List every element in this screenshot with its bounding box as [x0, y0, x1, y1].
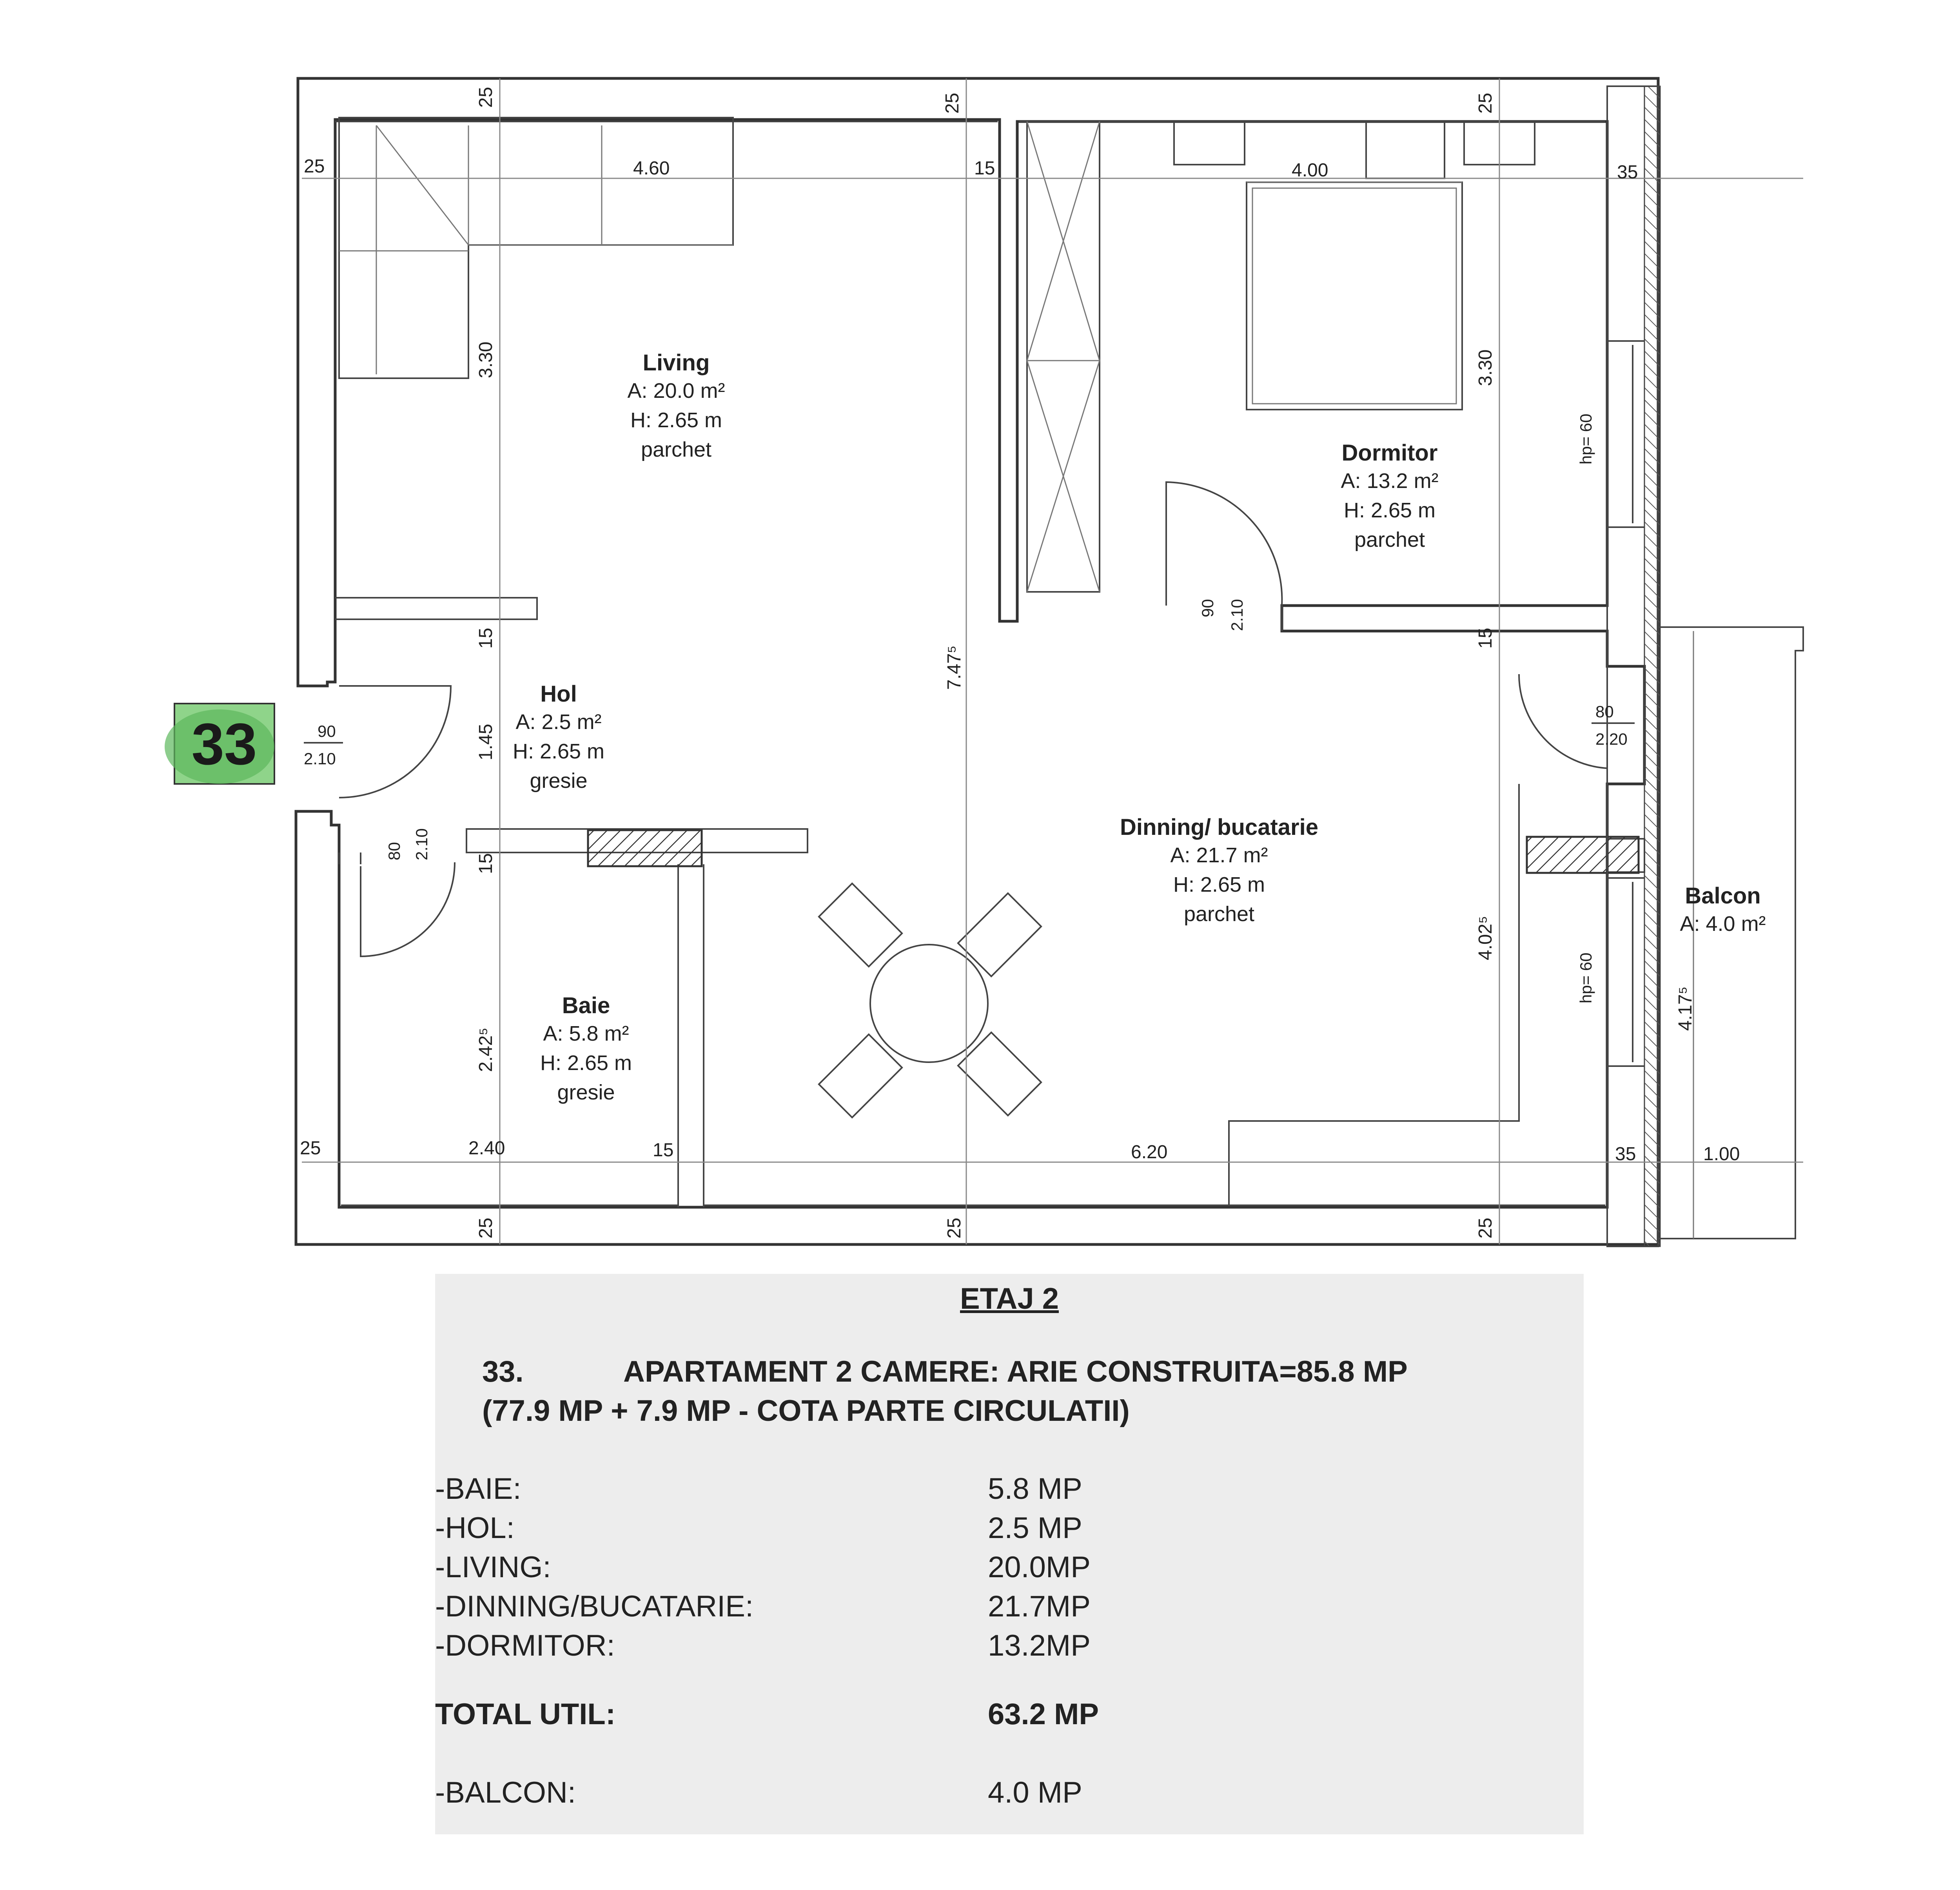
- pillar-hatched: [588, 830, 702, 866]
- svg-text:25: 25: [304, 156, 325, 177]
- svg-text:15: 15: [475, 628, 496, 649]
- svg-text:25: 25: [1475, 1217, 1496, 1239]
- svg-text:A: 13.2 m²: A: 13.2 m²: [1341, 469, 1439, 493]
- svg-text:4.02⁵: 4.02⁵: [1475, 916, 1496, 960]
- room-baie: [540, 993, 632, 1104]
- room-living: [627, 350, 725, 461]
- svg-text:2.40: 2.40: [468, 1138, 505, 1159]
- svg-text:25: 25: [1475, 93, 1496, 114]
- svg-text:parchet: parchet: [1354, 528, 1425, 551]
- pillar-hatched-right: [1527, 837, 1639, 873]
- svg-text:3.30: 3.30: [475, 341, 496, 378]
- svg-text:4.17⁵: 4.17⁵: [1675, 986, 1696, 1031]
- dining-table: [819, 883, 1041, 1117]
- svg-text:15: 15: [475, 853, 496, 874]
- svg-text:hp= 60: hp= 60: [1577, 414, 1595, 464]
- floor-title: ETAJ 2: [960, 1282, 1059, 1315]
- svg-text:Baie: Baie: [562, 993, 610, 1018]
- svg-text:35: 35: [1617, 162, 1638, 183]
- room-hol: [513, 681, 604, 793]
- svg-text:H: 2.65 m: H: 2.65 m: [630, 408, 722, 432]
- svg-text:15: 15: [653, 1140, 674, 1161]
- svg-text:2.20: 2.20: [1595, 730, 1628, 748]
- svg-text:Dinning/ bucatarie: Dinning/ bucatarie: [1120, 814, 1318, 840]
- svg-text:90: 90: [1198, 599, 1217, 617]
- svg-text:H: 2.65 m: H: 2.65 m: [512, 740, 605, 763]
- dimension-lines: [302, 78, 1803, 1244]
- room-balcon: [1680, 883, 1766, 936]
- svg-text:7.47⁵: 7.47⁵: [944, 645, 965, 690]
- svg-text:gresie: gresie: [557, 1081, 615, 1104]
- svg-text:80: 80: [385, 842, 403, 860]
- svg-text:2.10: 2.10: [1228, 599, 1246, 631]
- svg-text:H: 2.65 m: H: 2.65 m: [540, 1051, 632, 1075]
- apartment-number: 33.: [482, 1355, 524, 1388]
- svg-text:Hol: Hol: [540, 681, 577, 707]
- svg-text:35: 35: [1615, 1144, 1636, 1164]
- svg-text:1.00: 1.00: [1703, 1144, 1740, 1164]
- svg-text:Living: Living: [642, 350, 710, 375]
- svg-text:hp= 60: hp= 60: [1577, 952, 1595, 1003]
- svg-text:2.42⁵: 2.42⁵: [475, 1027, 496, 1072]
- svg-text:3.30: 3.30: [1475, 349, 1496, 386]
- svg-text:gresie: gresie: [530, 769, 588, 793]
- apartment-heading: [482, 1352, 1572, 1431]
- svg-text:H: 2.65 m: H: 2.65 m: [1173, 873, 1265, 896]
- svg-text:Balcon: Balcon: [1685, 883, 1761, 909]
- svg-text:2.10: 2.10: [304, 749, 336, 768]
- svg-text:2.10: 2.10: [412, 828, 431, 860]
- apartment-title: APARTAMENT 2 CAMERE: ARIE CONSTRUITA=85.8 MP: [623, 1355, 1408, 1388]
- sofa: [339, 118, 733, 378]
- svg-text:25: 25: [942, 93, 963, 114]
- svg-text:Dormitor: Dormitor: [1341, 440, 1438, 466]
- svg-text:A: 21.7 m²: A: 21.7 m²: [1170, 843, 1268, 867]
- svg-text:parchet: parchet: [641, 438, 712, 461]
- svg-text:90: 90: [318, 722, 336, 740]
- svg-text:A: 20.0 m²: A: 20.0 m²: [627, 379, 725, 403]
- svg-text:80: 80: [1595, 702, 1614, 721]
- room-dormitor: [1341, 440, 1438, 551]
- svg-text:H: 2.65 m: H: 2.65 m: [1343, 499, 1436, 522]
- kitchen-counter: [1229, 784, 1519, 1205]
- svg-text:25: 25: [475, 1217, 496, 1239]
- area-summary: ETAJ 2 33. APARTAMENT 2 CAMERE: ARIE CONSTRUITA=85.8 MP (77.9 MP + 7.9 MP - COTA PARTE CIRCULATII) -BAIE: 5.8 MP -HOL: 2.5 MP -LIVING: 20.0MP -DINNING/BUCATARIE: 21.7MP -DORMITOR: 13.2MP TOTAL UTIL: 63.2 MP -BALCON: 4.0 MP: [435, 1274, 1584, 1834]
- svg-text:33: 33: [191, 711, 257, 777]
- svg-text:15: 15: [1475, 628, 1496, 649]
- unit-badge: [165, 704, 274, 784]
- svg-text:4.60: 4.60: [633, 158, 670, 179]
- svg-text:25: 25: [300, 1138, 321, 1159]
- svg-text:25: 25: [944, 1217, 965, 1239]
- svg-text:A: 4.0 m²: A: 4.0 m²: [1680, 912, 1766, 936]
- svg-text:1.45: 1.45: [475, 724, 496, 760]
- svg-text:15: 15: [974, 158, 995, 179]
- dimension-texts: [300, 87, 1740, 1239]
- svg-text:A: 5.8 m²: A: 5.8 m²: [543, 1022, 629, 1045]
- wardrobe: [1027, 122, 1100, 592]
- svg-text:parchet: parchet: [1183, 902, 1255, 926]
- apartment-subtitle: (77.9 MP + 7.9 MP - COTA PARTE CIRCULATII): [482, 1394, 1130, 1427]
- room-dinning: [1120, 814, 1318, 926]
- svg-text:4.00: 4.00: [1292, 160, 1328, 181]
- svg-text:6.20: 6.20: [1131, 1142, 1168, 1163]
- svg-text:A: 2.5 m²: A: 2.5 m²: [515, 710, 602, 734]
- svg-text:25: 25: [475, 87, 496, 108]
